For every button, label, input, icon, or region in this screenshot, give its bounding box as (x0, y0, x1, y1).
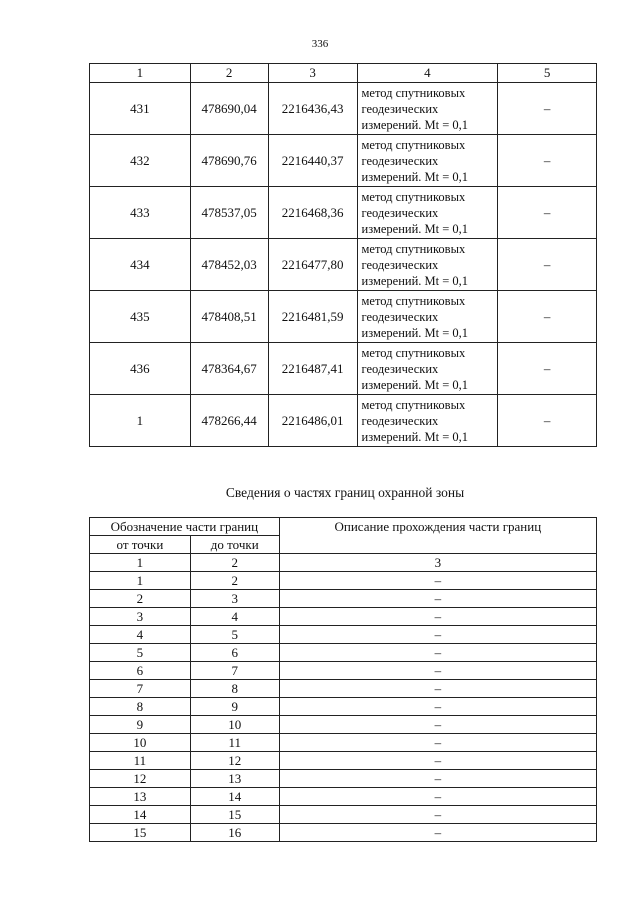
column-header: 4 (357, 64, 498, 83)
note-cell: – (498, 343, 597, 395)
header-to-point: до точки (190, 536, 279, 554)
point-number-cell: 1 (90, 395, 191, 447)
from-point-cell: 1 (90, 572, 191, 590)
method-cell (357, 291, 498, 343)
method-line: метод спутниковых (361, 241, 466, 256)
y-coordinate-cell: 2216468,36 (268, 187, 357, 239)
from-point-cell: 7 (90, 680, 191, 698)
to-point-cell: 14 (190, 788, 279, 806)
parts-table-header-row (90, 518, 597, 536)
to-point-cell: 5 (190, 626, 279, 644)
table-row (90, 752, 597, 770)
to-point-cell: 11 (190, 734, 279, 752)
point-number-cell: 433 (90, 187, 191, 239)
method-line: метод спутниковых (361, 397, 466, 412)
table-row (90, 734, 597, 752)
parts-table-numbering-row (90, 554, 597, 572)
column-header: 1 (90, 64, 191, 83)
point-number-cell: 431 (90, 83, 191, 135)
point-number-cell: 432 (90, 135, 191, 187)
note-cell: – (498, 187, 597, 239)
method-line: метод спутниковых (361, 293, 466, 308)
x-coordinate-cell: 478537,05 (190, 187, 268, 239)
description-cell: – (279, 752, 596, 770)
from-point-cell: 6 (90, 662, 191, 680)
boundary-parts-table (89, 517, 597, 842)
method-line: геодезических (361, 205, 439, 220)
description-cell: – (279, 680, 596, 698)
note-cell: – (498, 239, 597, 291)
table-row (90, 788, 597, 806)
to-point-cell: 4 (190, 608, 279, 626)
method-line: измерений. Mt = 0,1 (361, 221, 469, 236)
to-point-cell: 3 (190, 590, 279, 608)
from-point-cell: 2 (90, 590, 191, 608)
column-header: 5 (498, 64, 597, 83)
description-cell: – (279, 644, 596, 662)
method-line: метод спутниковых (361, 189, 466, 204)
points-coordinates-table (89, 63, 597, 447)
method-line: метод спутниковых (361, 85, 466, 100)
x-coordinate-cell: 478690,76 (190, 135, 268, 187)
method-line: геодезических (361, 361, 439, 376)
table-row (90, 608, 597, 626)
y-coordinate-cell: 2216477,80 (268, 239, 357, 291)
description-cell: – (279, 824, 596, 842)
table-row (90, 680, 597, 698)
note-cell: – (498, 135, 597, 187)
to-point-cell: 16 (190, 824, 279, 842)
method-cell (357, 395, 498, 447)
method-cell (357, 343, 498, 395)
note-cell: – (498, 395, 597, 447)
table-row (90, 626, 597, 644)
description-cell: – (279, 788, 596, 806)
method-line: геодезических (361, 153, 439, 168)
description-cell: – (279, 770, 596, 788)
table-row (90, 343, 597, 395)
to-point-cell: 15 (190, 806, 279, 824)
table-row (90, 135, 597, 187)
to-point-cell: 13 (190, 770, 279, 788)
description-cell: – (279, 698, 596, 716)
column-number: 3 (279, 554, 596, 572)
to-point-cell: 8 (190, 680, 279, 698)
to-point-cell: 9 (190, 698, 279, 716)
to-point-cell: 10 (190, 716, 279, 734)
column-header: 2 (190, 64, 268, 83)
table-row (90, 644, 597, 662)
table-row (90, 662, 597, 680)
column-number: 2 (190, 554, 279, 572)
method-line: метод спутниковых (361, 137, 466, 152)
points-table-header-row (90, 64, 597, 83)
method-line: измерений. Mt = 0,1 (361, 117, 469, 132)
description-cell: – (279, 806, 596, 824)
point-number-cell: 436 (90, 343, 191, 395)
method-line: измерений. Mt = 0,1 (361, 325, 469, 340)
method-cell (357, 187, 498, 239)
method-line: геодезических (361, 101, 439, 116)
method-cell (357, 83, 498, 135)
point-number-cell: 435 (90, 291, 191, 343)
table-row (90, 187, 597, 239)
to-point-cell: 7 (190, 662, 279, 680)
x-coordinate-cell: 478266,44 (190, 395, 268, 447)
method-line: измерений. Mt = 0,1 (361, 377, 469, 392)
table-row (90, 806, 597, 824)
x-coordinate-cell: 478452,03 (190, 239, 268, 291)
column-header: 3 (268, 64, 357, 83)
page-number: 336 (311, 38, 329, 50)
column-number: 1 (90, 554, 191, 572)
to-point-cell: 6 (190, 644, 279, 662)
note-cell: – (498, 83, 597, 135)
method-line: геодезических (361, 413, 439, 428)
point-number-cell: 434 (90, 239, 191, 291)
method-line: измерений. Mt = 0,1 (361, 429, 469, 444)
table-row (90, 770, 597, 788)
y-coordinate-cell: 2216436,43 (268, 83, 357, 135)
to-point-cell: 12 (190, 752, 279, 770)
method-line: измерений. Mt = 0,1 (361, 169, 469, 184)
from-point-cell: 8 (90, 698, 191, 716)
method-line: геодезических (361, 257, 439, 272)
description-cell: – (279, 572, 596, 590)
note-cell: – (498, 291, 597, 343)
y-coordinate-cell: 2216440,37 (268, 135, 357, 187)
table-row (90, 698, 597, 716)
y-coordinate-cell: 2216487,41 (268, 343, 357, 395)
header-description: Описание прохождения части границ (279, 518, 596, 554)
from-point-cell: 12 (90, 770, 191, 788)
method-line: геодезических (361, 309, 439, 324)
method-line: метод спутниковых (361, 345, 466, 360)
from-point-cell: 14 (90, 806, 191, 824)
table-row (90, 590, 597, 608)
y-coordinate-cell: 2216481,59 (268, 291, 357, 343)
y-coordinate-cell: 2216486,01 (268, 395, 357, 447)
from-point-cell: 5 (90, 644, 191, 662)
method-cell (357, 135, 498, 187)
header-group-designation: Обозначение части границ (90, 518, 280, 536)
x-coordinate-cell: 478364,67 (190, 343, 268, 395)
table-row (90, 716, 597, 734)
method-line: измерений. Mt = 0,1 (361, 273, 469, 288)
from-point-cell: 11 (90, 752, 191, 770)
x-coordinate-cell: 478690,04 (190, 83, 268, 135)
description-cell: – (279, 716, 596, 734)
from-point-cell: 13 (90, 788, 191, 806)
from-point-cell: 3 (90, 608, 191, 626)
description-cell: – (279, 590, 596, 608)
description-cell: – (279, 608, 596, 626)
table-row (90, 239, 597, 291)
table-row (90, 83, 597, 135)
description-cell: – (279, 734, 596, 752)
x-coordinate-cell: 478408,51 (190, 291, 268, 343)
table-row (90, 572, 597, 590)
from-point-cell: 10 (90, 734, 191, 752)
from-point-cell: 4 (90, 626, 191, 644)
description-cell: – (279, 626, 596, 644)
table-row (90, 395, 597, 447)
description-cell: – (279, 662, 596, 680)
method-cell (357, 239, 498, 291)
section-title: Сведения о частях границ охранной зоны (225, 485, 465, 500)
to-point-cell: 2 (190, 572, 279, 590)
table-row (90, 824, 597, 842)
header-from-point: от точки (90, 536, 191, 554)
table-row (90, 291, 597, 343)
from-point-cell: 15 (90, 824, 191, 842)
from-point-cell: 9 (90, 716, 191, 734)
